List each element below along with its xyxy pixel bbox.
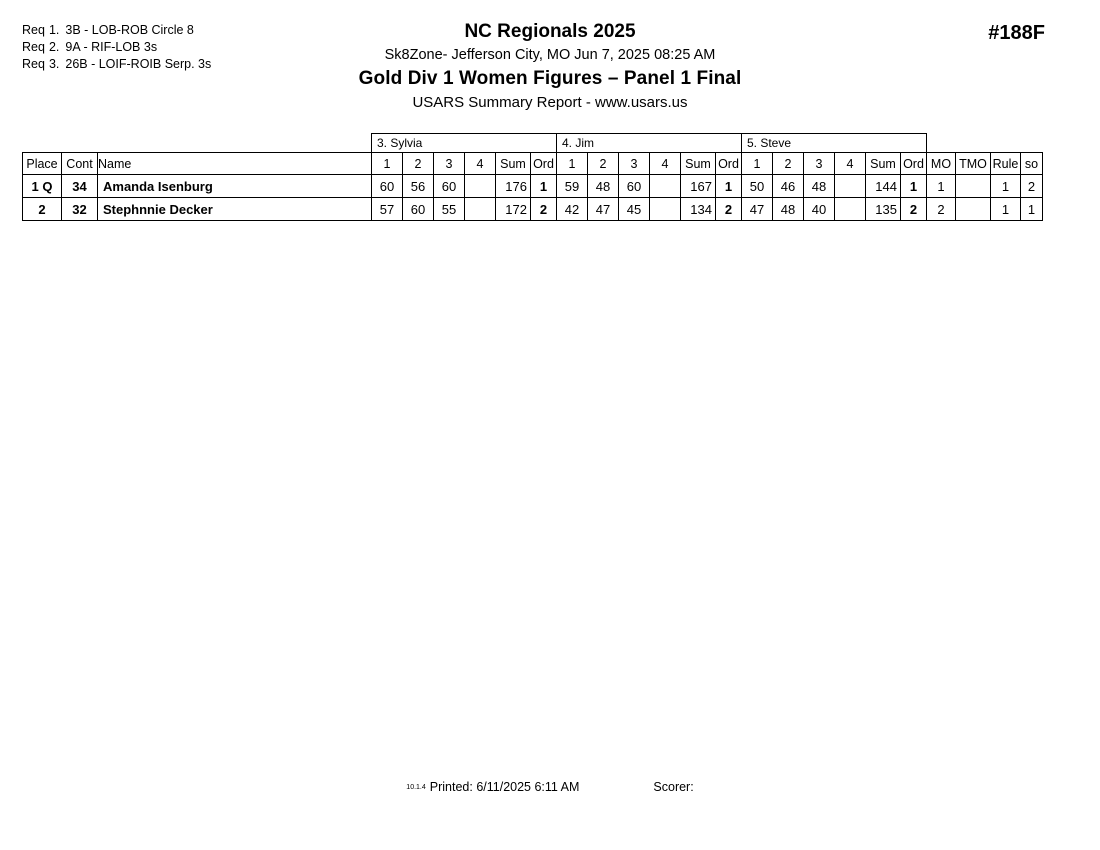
header-j2-score4: 4 — [650, 153, 681, 175]
header-j2-score2: 2 — [588, 153, 619, 175]
report-header — [0, 20, 1100, 115]
header-rule: Rule — [991, 153, 1021, 175]
judge-row-spacer — [62, 134, 98, 153]
requirement-number: 3. — [48, 57, 60, 71]
venue-datetime: Sk8Zone- Jefferson City, MO Jun 7, 2025 08:25 AM — [384, 47, 716, 63]
cell-j1-score3: 60 — [434, 175, 465, 198]
cell-j2-ord: 1 — [716, 175, 742, 198]
header-j3-score1: 1 — [742, 153, 773, 175]
cell-j2-score2: 47 — [588, 198, 619, 221]
header-j1-score4: 4 — [465, 153, 496, 175]
cell-j3-score4 — [835, 175, 866, 198]
cell-j2-sum: 134 — [681, 198, 716, 221]
requirement-label: Req — [22, 57, 45, 71]
cell-j3-score2: 48 — [773, 198, 804, 221]
cell-mo: 2 — [927, 198, 956, 221]
cell-j1-score3: 55 — [434, 198, 465, 221]
cell-j1-ord: 2 — [531, 198, 557, 221]
cell-j3-ord: 1 — [901, 175, 927, 198]
cell-j2-score4 — [650, 175, 681, 198]
report-footer — [0, 780, 1100, 794]
header-so: so — [1021, 153, 1043, 175]
judge-header-row — [23, 134, 1043, 153]
event-number: #188F — [988, 22, 1045, 44]
cell-j1-sum: 172 — [496, 198, 531, 221]
requirement-label: Req — [22, 23, 45, 37]
cell-j1-score2: 60 — [403, 198, 434, 221]
results-table-wrapper — [22, 133, 1043, 221]
cell-mo: 1 — [927, 175, 956, 198]
header-j1-sum: Sum — [496, 153, 531, 175]
header-place: Place — [23, 153, 62, 175]
division-title: Gold Div 1 Women Figures – Panel 1 Final — [358, 68, 742, 89]
cell-j2-score3: 45 — [619, 198, 650, 221]
judge-label-1: 3. Sylvia — [372, 134, 557, 153]
cell-j1-score4 — [465, 198, 496, 221]
organization-line: USARS Summary Report - www.usars.us — [412, 94, 688, 111]
requirement-label: Req — [22, 40, 45, 54]
event-title: NC Regionals 2025 — [464, 21, 636, 42]
cell-j3-ord: 2 — [901, 198, 927, 221]
header-j1-score2: 2 — [403, 153, 434, 175]
judge-row-spacer — [991, 134, 1021, 153]
cell-j2-score3: 60 — [619, 175, 650, 198]
cell-j1-score1: 60 — [372, 175, 403, 198]
cell-j1-ord: 1 — [531, 175, 557, 198]
cell-j3-score1: 50 — [742, 175, 773, 198]
header-j3-score2: 2 — [773, 153, 804, 175]
cell-name: Amanda Isenburg — [98, 175, 372, 198]
cell-so: 2 — [1021, 175, 1043, 198]
cell-j3-score4 — [835, 198, 866, 221]
cell-rule: 1 — [991, 198, 1021, 221]
header-j3-ord: Ord — [901, 153, 927, 175]
header-j2-score3: 3 — [619, 153, 650, 175]
header-j3-score3: 3 — [804, 153, 835, 175]
results-table — [22, 133, 1043, 221]
header-j3-sum: Sum — [866, 153, 901, 175]
judge-row-spacer — [956, 134, 991, 153]
table-row — [23, 198, 1043, 221]
table-row — [23, 175, 1043, 198]
footer-scorer: Scorer: — [653, 780, 694, 794]
header-j2-score1: 1 — [557, 153, 588, 175]
cell-j1-score4 — [465, 175, 496, 198]
cell-j1-sum: 176 — [496, 175, 531, 198]
cell-j3-sum: 135 — [866, 198, 901, 221]
header-j1-score1: 1 — [372, 153, 403, 175]
cell-j3-score1: 47 — [742, 198, 773, 221]
cell-j2-score2: 48 — [588, 175, 619, 198]
judge-row-spacer — [98, 134, 372, 153]
judge-row-spacer — [1021, 134, 1043, 153]
requirement-number: 1. — [48, 23, 60, 37]
cell-j3-score2: 46 — [773, 175, 804, 198]
requirement-number: 2. — [48, 40, 60, 54]
requirement-text: 26B - LOIF-ROIB Serp. 3s — [65, 57, 212, 71]
column-header-row — [23, 153, 1043, 175]
cell-name: Stephnnie Decker — [98, 198, 372, 221]
cell-place: 1 Q — [23, 175, 62, 198]
judge-row-spacer — [927, 134, 956, 153]
header-mo: MO — [927, 153, 956, 175]
judge-label-3: 5. Steve — [742, 134, 927, 153]
cell-j1-score2: 56 — [403, 175, 434, 198]
footer-printed: Printed: 6/11/2025 6:11 AM — [429, 780, 580, 794]
cell-cont: 34 — [62, 175, 98, 198]
cell-j2-ord: 2 — [716, 198, 742, 221]
cell-so: 1 — [1021, 198, 1043, 221]
cell-j3-score3: 40 — [804, 198, 835, 221]
cell-tmo — [956, 198, 991, 221]
judge-label-2: 4. Jim — [557, 134, 742, 153]
header-name: Name — [98, 153, 372, 175]
header-j2-ord: Ord — [716, 153, 742, 175]
header-tmo: TMO — [956, 153, 991, 175]
header-j1-ord: Ord — [531, 153, 557, 175]
header-j1-score3: 3 — [434, 153, 465, 175]
header-cont: Cont — [62, 153, 98, 175]
cell-j1-score1: 57 — [372, 198, 403, 221]
requirement-text: 3B - LOB-ROB Circle 8 — [65, 23, 194, 37]
cell-j2-score4 — [650, 198, 681, 221]
header-j2-sum: Sum — [681, 153, 716, 175]
header-j3-score4: 4 — [835, 153, 866, 175]
judge-row-spacer — [23, 134, 62, 153]
footer-code: 10.1.4 — [406, 784, 426, 791]
cell-j3-sum: 144 — [866, 175, 901, 198]
cell-j2-sum: 167 — [681, 175, 716, 198]
cell-cont: 32 — [62, 198, 98, 221]
cell-tmo — [956, 175, 991, 198]
cell-place: 2 — [23, 198, 62, 221]
requirement-text: 9A - RIF-LOB 3s — [65, 40, 158, 54]
cell-rule: 1 — [991, 175, 1021, 198]
cell-j2-score1: 42 — [557, 198, 588, 221]
cell-j2-score1: 59 — [557, 175, 588, 198]
cell-j3-score3: 48 — [804, 175, 835, 198]
